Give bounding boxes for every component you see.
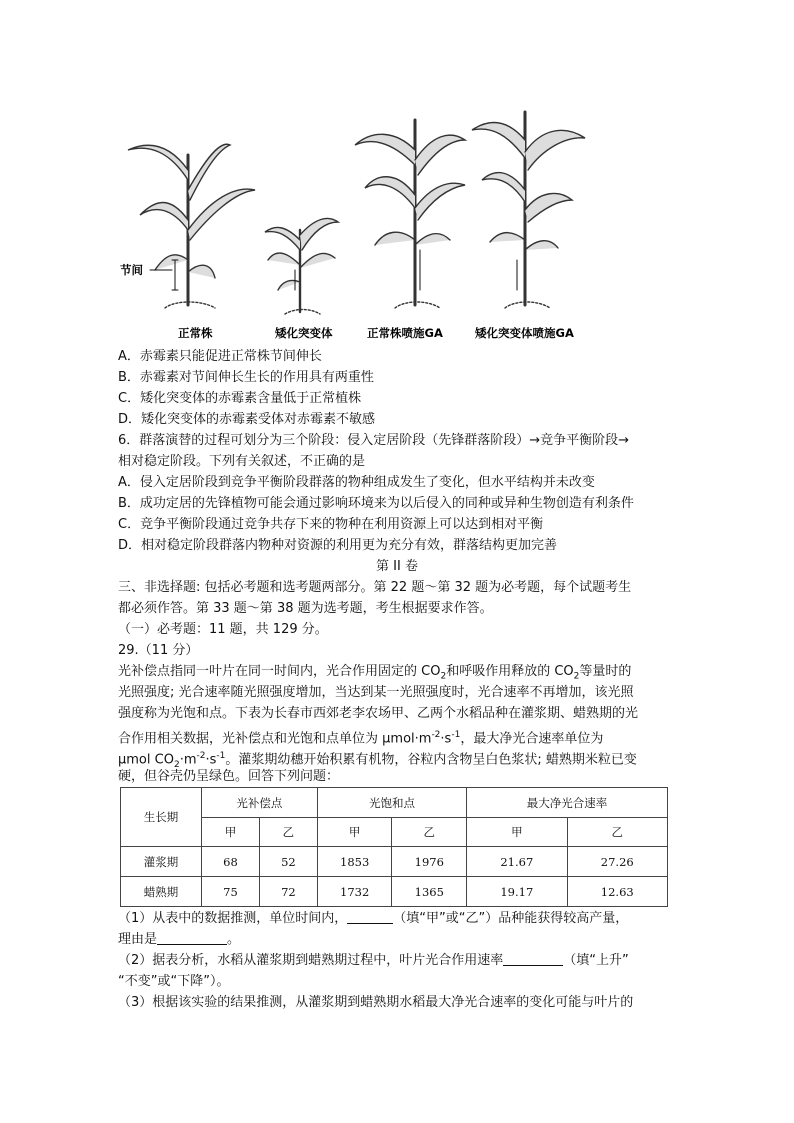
internode-label: 节间 bbox=[120, 263, 143, 277]
q29-header: 29.（11 分） bbox=[118, 643, 199, 658]
variety-header: 乙 bbox=[259, 818, 317, 847]
subq2-line2: “不变”或“下降”）。 bbox=[118, 974, 230, 989]
plant-label-normal: 正常株 bbox=[178, 326, 213, 340]
group-header-compensation: 光补偿点 bbox=[202, 788, 318, 818]
section3-line2: 都必须作答。第 33 题～第 38 题为选考题，考生根据要求作答。 bbox=[118, 601, 493, 616]
stage-header: 生长期 bbox=[121, 788, 202, 847]
table-cell: 68 bbox=[202, 847, 260, 877]
volume-title: 第 II 卷 bbox=[376, 559, 418, 574]
table-cell: 1853 bbox=[317, 847, 392, 877]
q29-line5: μmol $CO_2\cdot m^{-2}\cdot s^{-1}$。灌浆期幼穗开始积累有机物，谷粒内含物呈白色浆状; 蜡熟期米粒已变 bbox=[118, 751, 637, 770]
photosynthesis-table bbox=[120, 787, 668, 907]
stage-cell: 蜡熟期 bbox=[121, 877, 202, 907]
q6-stem-line2: 相对稳定阶段。下列有关叙述，不正确的是 bbox=[118, 454, 366, 469]
section3-line1: 三、非选择题: 包括必考题和选考题两部分。第 22 题～第 32 题为必考题，每个试题考生 bbox=[118, 580, 632, 595]
plant-label-dwarf-ga: 矮化突变体喷施GA bbox=[475, 326, 574, 340]
q29-line2: 光照强度; 光合速率随光照强度增加，当达到某一光照强度时，光合速率不再增加，该光照 bbox=[118, 685, 634, 700]
answer-blank[interactable] bbox=[157, 930, 227, 945]
table-cell: 52 bbox=[259, 847, 317, 877]
table-row bbox=[121, 877, 668, 907]
q6-option-b: B．成功定居的先锋植物可能会通过影响环境来为以后侵入的同种或异种生物创造有利条件 bbox=[118, 496, 634, 511]
variety-header: 甲 bbox=[467, 818, 567, 847]
q29-line3: 强度称为光饱和点。下表为长春市西郊老李农场甲、乙两个水稻品种在灌浆期、蜡熟期的光 bbox=[118, 706, 639, 721]
table-cell: 1732 bbox=[317, 877, 392, 907]
q6-option-c: C．竞争平衡阶段通过竞争共存下来的物种在利用资源上可以达到相对平衡 bbox=[118, 517, 544, 532]
variety-header: 甲 bbox=[202, 818, 260, 847]
required-heading: （一）必考题：11 题，共 129 分。 bbox=[118, 622, 328, 637]
q5-option-d: D．矮化突变体的赤霉素受体对赤霉素不敏感 bbox=[118, 412, 376, 427]
subq2-line1: （2）据表分析，水稻从灌浆期到蜡熟期过程中，叶片光合作用速率 （填“上升” bbox=[118, 953, 629, 968]
table-cell: 12.63 bbox=[567, 877, 667, 907]
plants-illustration bbox=[110, 100, 610, 345]
q6-option-a: A．侵入定居阶段到竞争平衡阶段群落的物种组成发生了变化，但水平结构并未改变 bbox=[118, 475, 595, 490]
answer-blank[interactable] bbox=[503, 951, 563, 966]
answer-blank[interactable] bbox=[347, 909, 393, 924]
normal-plant bbox=[128, 144, 255, 308]
table-cell: 1976 bbox=[392, 847, 467, 877]
q29-line4: 合作用相关数据，光补偿点和光饱和点单位为 $\mu mol\cdot m^{-2}\cdot s^{-1}$，最大净光合速率单位为 bbox=[118, 730, 604, 747]
stage-cell: 灌浆期 bbox=[121, 847, 202, 877]
normal-plant-ga bbox=[355, 120, 465, 308]
dwarf-plant-ga bbox=[472, 112, 585, 308]
table-cell: 21.67 bbox=[467, 847, 567, 877]
group-header-saturation: 光饱和点 bbox=[317, 788, 466, 818]
table-cell: 1365 bbox=[392, 877, 467, 907]
subq1-line1: （1）从表中的数据推测，单位时间内， （填“甲”或“乙”）品种能获得较高产量， bbox=[118, 911, 629, 926]
dwarf-plant bbox=[265, 218, 338, 314]
table-cell: 72 bbox=[259, 877, 317, 907]
q6-stem-line1: 6．群落演替的过程可划分为三个阶段：侵入定居阶段（先锋群落阶段）→竞争平衡阶段→ bbox=[118, 433, 630, 448]
q29-line1: 光补偿点指同一叶片在同一时间内，光合作用固定的 $CO_2$和呼吸作用释放的 $CO_2$等量时的 bbox=[118, 664, 632, 682]
subq1-line2: 理由是 。 bbox=[118, 932, 241, 947]
variety-header: 乙 bbox=[392, 818, 467, 847]
plant-label-dwarf: 矮化突变体 bbox=[275, 326, 333, 340]
group-header-max-rate: 最大净光合速率 bbox=[467, 788, 668, 818]
variety-header: 乙 bbox=[567, 818, 667, 847]
table-cell: 75 bbox=[202, 877, 260, 907]
table-row bbox=[121, 847, 668, 877]
table-cell: 19.17 bbox=[467, 877, 567, 907]
q6-option-d: D．相对稳定阶段群落内物种对资源的利用更为充分有效，群落结构更加完善 bbox=[118, 538, 558, 553]
variety-header: 甲 bbox=[317, 818, 392, 847]
subq3-line1: （3）根据该实验的结果推测，从灌浆期到蜡熟期水稻最大净光合速率的变化可能与叶片的 bbox=[118, 995, 634, 1010]
plant-label-normal-ga: 正常株喷施GA bbox=[367, 326, 443, 340]
q5-option-b: B．赤霉素对节间伸长生长的作用具有两重性 bbox=[118, 370, 374, 385]
q5-option-c: C．矮化突变体的赤霉素含量低于正常植株 bbox=[118, 391, 362, 406]
plant-figure bbox=[110, 100, 610, 345]
q5-option-a: A．赤霉素只能促进正常株节间伸长 bbox=[118, 349, 322, 364]
table-cell: 27.26 bbox=[567, 847, 667, 877]
q29-line6: 硬，但谷壳仍呈绿色。回答下列问题： bbox=[118, 769, 340, 784]
